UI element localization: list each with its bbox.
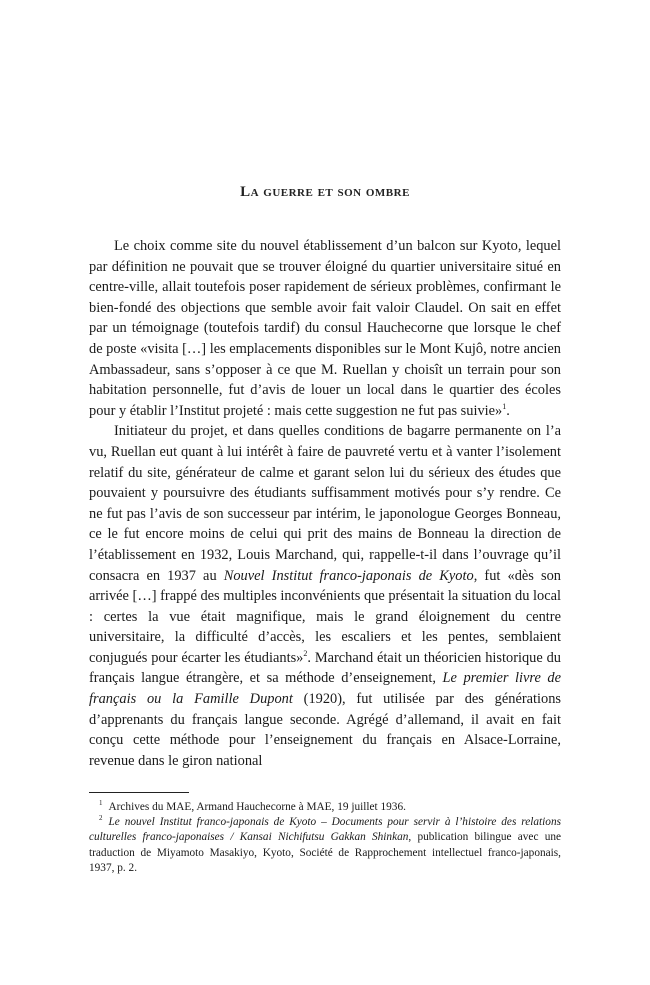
italic-title: Le nouvel Institut franco-japonais de Kyoto – Documents pour servir à l’histoire des relations culturelles franco-japonaises / Kansai Nichifutsu Gakkan Shinkan [89, 816, 561, 844]
footnote [89, 800, 561, 815]
text-run: . Marchand était un théoricien historique du français langue étrangère, et sa méthode d’enseignement, [89, 649, 561, 687]
text-run: Le choix comme site du nouvel établissement d’un balcon sur Kyoto, lequel par définition ne pouvait que se trouver éloigné du quartier universitaire situé en centre-ville, allait toutefois poser rapidement de sérieux problèmes, confirmant le bien-fondé des objections que semble avoir fait valoir Claudel. On sait en effet par un témoignage (toutefois tardif) du consul Hauchecorne que lorsque le chef de poste «visita […] les emplacements disponibles sur le Mont Kujô, notre ancien Ambassadeur, sans s’opposer à ce que M. Ruellan y choisît un terrain pour son habitation personnelle, fut d’avis de louer un local dans le quartier des écoles pour y établir l’Institut projeté : mais cette suggestion ne fut pas suivie» [89, 238, 561, 419]
text-run: , publication bilingue avec une traduction de Miyamoto Masakiyo, Kyoto, Société de Rapprochement intellectuel franco-japonais, 1937, p. 2. [89, 831, 561, 874]
footnote-number: 2 [99, 814, 103, 823]
chapter-heading: La guerre et son ombre [240, 184, 410, 200]
text-run: Archives du MAE, Armand Hauchecorne à MAE, 19 juillet 1936. [108, 801, 406, 813]
footnote-reference: 2 [303, 649, 308, 659]
text-run: , fut «dès son arrivée […] frappé des multiples inconvénients que présentait la situation du local : certes la vue était magnifique, mais le grand éloignement du centre universitaire, la difficulté d’accès, les escaliers et les pentes, semblaient conjugués pour écarter les étudiants» [89, 567, 562, 666]
footnote [89, 815, 561, 876]
footnote-separator [89, 792, 189, 793]
footnote-reference: 1 [502, 401, 507, 411]
paragraph [89, 421, 561, 771]
text-run: Initiateur du projet, et dans quelles conditions de bagarre permanente on l’a vu, Ruellan eut quant à lui intérêt à faire de pauvreté vertu et à vanter l’isolement relatif du site, générateur de calme et garant selon lui du sérieux des études que pouvaient y poursuivre des étudiants suffisamment motivés pour s’y rendre. Ce ne fut pas l’avis de son successeur par intérim, le japonologue Georges Bonneau, ce le fut encore moins de celui qui prit des mains de Bonneau la direction de l’établissement en 1932, Louis Marchand, qui, rappelle-t-il dans l’ouvrage qu’il consacra en 1937 au [89, 423, 561, 584]
body-text [89, 236, 561, 771]
paragraph [89, 236, 561, 421]
footnotes [89, 800, 561, 876]
italic-title: Nouvel Institut franco-japonais de Kyoto [223, 567, 474, 584]
text-run: . [506, 402, 510, 419]
footnote-number: 1 [99, 799, 103, 808]
italic-title: Le premier livre de français ou la Famille Dupont [89, 670, 561, 708]
text-run: (1920), fut utilisée par des générations d’apprenants du français langue seconde. Agrégé d’allemand, il avait en fait conçu cette méthode pour l’enseignement du français en Alsace-Lorraine, revenue dans le giron national [89, 691, 561, 769]
